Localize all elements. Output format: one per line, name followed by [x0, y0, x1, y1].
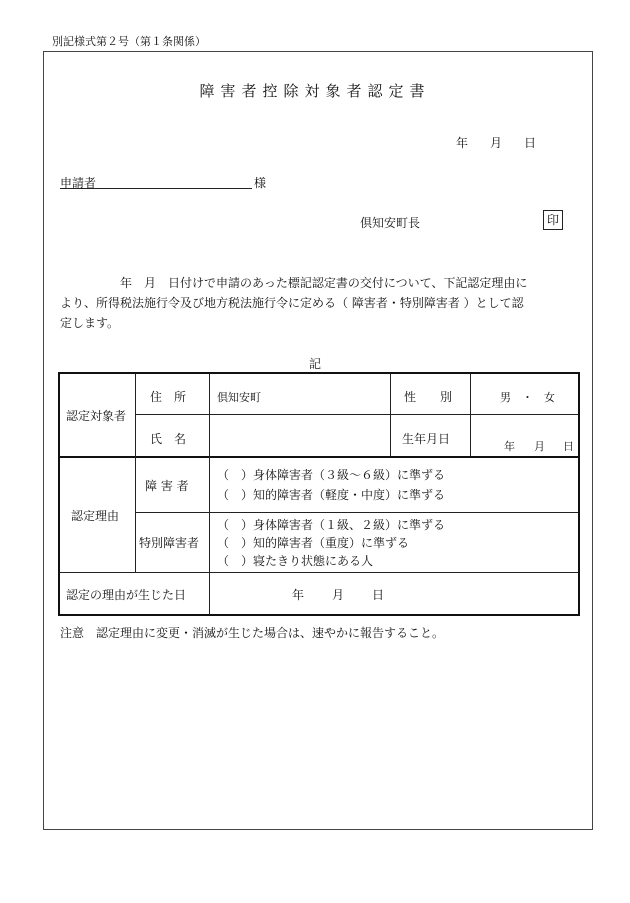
disabled-item: （ ）身体障害者（３級～６級）に準ずる: [217, 468, 446, 482]
disabled-item: （ ）知的障害者（軽度・中度）に準ずる: [217, 488, 446, 502]
reason-date-label: 認定の理由が生じた日: [66, 588, 187, 602]
body-line-2: より、所得税法施行令及び地方税法施行令に定める（ 障害者・特別障害者 ）として認: [60, 296, 524, 310]
birth-month: 月: [534, 440, 545, 453]
birth-label: 生年月日: [402, 432, 451, 446]
table-line: [60, 572, 578, 573]
sex-value: 男 ・ 女: [500, 391, 555, 404]
special-item: （ ）身体障害者（１級、２級）に準ずる: [217, 518, 446, 532]
document-title: 障害者控除対象者認定書: [199, 82, 431, 100]
body-line-3: 定します。: [60, 316, 120, 330]
disabled-label: 障 害 者: [145, 479, 189, 493]
form-label: 別記様式第２号（第１条関係）: [52, 35, 206, 48]
body-text: [60, 273, 582, 333]
mayor-name: 倶知安町長: [360, 216, 421, 230]
name-label: 氏 名: [150, 432, 187, 446]
address-value: 倶知安町: [217, 391, 261, 404]
special-label: 特別障害者: [139, 536, 200, 550]
body-line-1: 年 月 日付けで申請のあった標記認定書の交付について、下記認定理由に: [120, 276, 528, 290]
table-line: [135, 512, 578, 513]
special-item: （ ）知的障害者（重度）に準ずる: [217, 536, 410, 550]
special-item: （ ）寝たきり状態にある人: [217, 554, 374, 568]
table-line: [135, 374, 136, 572]
table-line: [390, 374, 391, 456]
issue-date-day: 日: [524, 136, 537, 150]
issue-date-month: 月: [490, 136, 503, 150]
applicant-underline: [60, 188, 252, 189]
reason-date-month: 月: [332, 588, 345, 602]
sex-label: 性 別: [404, 390, 453, 404]
reason-date-year: 年: [292, 588, 305, 602]
table-line: [470, 374, 471, 456]
issue-date-year: 年: [456, 136, 469, 150]
address-label: 住 所: [150, 390, 187, 404]
table-line: [60, 456, 578, 458]
table-line: [209, 374, 210, 614]
table-line: [135, 414, 578, 415]
applicant-suffix: 様: [254, 176, 267, 190]
seal-mark: 印: [543, 210, 563, 230]
subject-label: 認定対象者: [66, 409, 127, 423]
note-text: 注意 認定理由に変更・消滅が生じた場合は、速やかに報告すること。: [60, 626, 445, 640]
applicant-label: 申請者: [60, 176, 97, 190]
reason-label: 認定理由: [71, 509, 120, 523]
reason-date-day: 日: [372, 588, 385, 602]
certification-table: [58, 372, 580, 616]
ki-heading: 記: [308, 357, 321, 371]
birth-year: 年: [504, 440, 515, 453]
birth-day: 日: [563, 440, 574, 453]
